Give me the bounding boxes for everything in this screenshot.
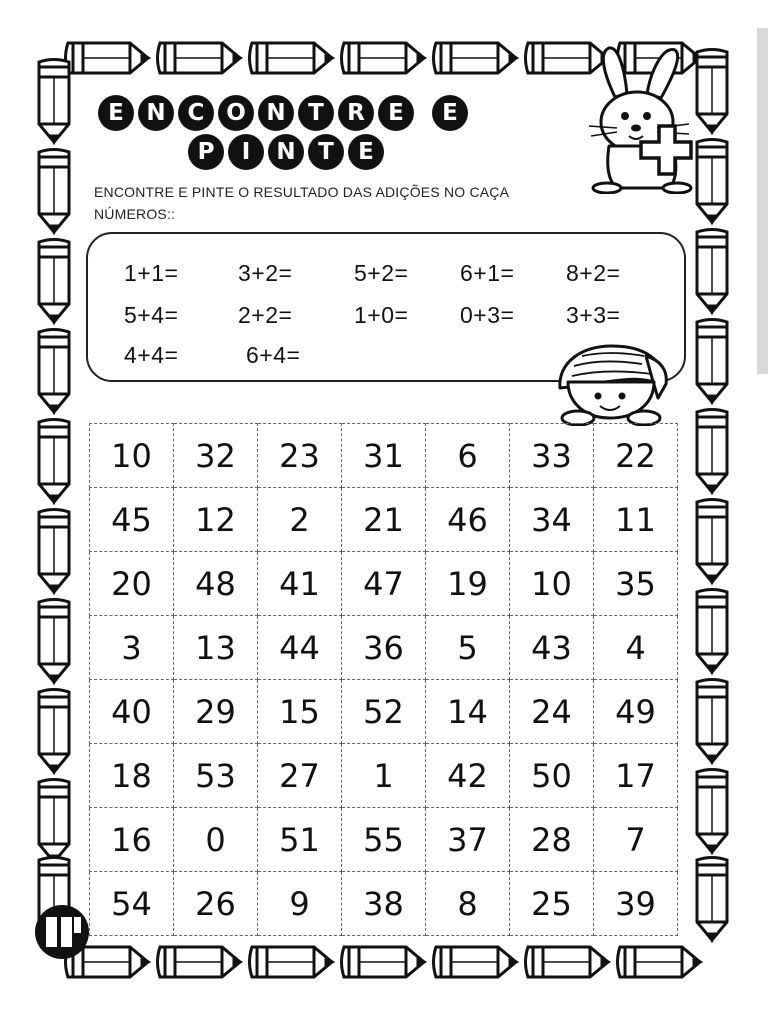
title-letter: C — [178, 95, 214, 131]
pencil-icon — [697, 50, 727, 133]
pencil-icon — [697, 320, 727, 403]
grid-cell[interactable]: 51 — [258, 808, 342, 872]
grid-cell[interactable]: 28 — [510, 808, 594, 872]
sum-expression: 6+1= — [460, 260, 515, 286]
grid-cell[interactable]: 13 — [174, 616, 258, 680]
grid-cell[interactable]: 54 — [90, 872, 174, 936]
grid-cell[interactable]: 42 — [426, 744, 510, 808]
grid-cell[interactable]: 39 — [594, 872, 678, 936]
pencil-icon — [697, 770, 727, 853]
pencil-icon — [250, 947, 333, 977]
grid-cell[interactable]: 19 — [426, 552, 510, 616]
grid-cell[interactable]: 49 — [594, 680, 678, 744]
grid-cell[interactable]: 15 — [258, 680, 342, 744]
grid-cell[interactable]: 46 — [426, 488, 510, 552]
pencil-icon — [39, 510, 69, 593]
grid-cell[interactable]: 6 — [426, 424, 510, 488]
sum-expression: 4+4= — [124, 342, 179, 368]
sum-expression: 6+4= — [246, 342, 301, 368]
sum-expression: 1+0= — [354, 302, 409, 328]
grid-cell[interactable]: 24 — [510, 680, 594, 744]
grid-cell[interactable]: 44 — [258, 616, 342, 680]
grid-cell[interactable]: 55 — [342, 808, 426, 872]
grid-cell[interactable]: 23 — [258, 424, 342, 488]
grid-cell[interactable]: 48 — [174, 552, 258, 616]
grid-cell[interactable]: 40 — [90, 680, 174, 744]
grid-cell[interactable]: 21 — [342, 488, 426, 552]
pencil-icon — [158, 947, 241, 977]
grid-row — [90, 616, 678, 680]
title-letter: E — [432, 95, 468, 131]
pencil-icon — [434, 947, 517, 977]
grid-cell[interactable]: 9 — [258, 872, 342, 936]
grid-cell[interactable]: 38 — [342, 872, 426, 936]
pencil-icon — [39, 600, 69, 683]
grid-cell[interactable]: 10 — [510, 552, 594, 616]
grid-cell[interactable]: 17 — [594, 744, 678, 808]
pencil-icon — [618, 947, 701, 977]
title-letter: P — [188, 134, 224, 170]
pencil-icon — [697, 140, 727, 223]
pencil-icon — [39, 780, 69, 863]
grid-cell[interactable]: 20 — [90, 552, 174, 616]
sum-expression: 5+4= — [124, 302, 179, 328]
grid-cell[interactable]: 34 — [510, 488, 594, 552]
grid-cell[interactable]: 26 — [174, 872, 258, 936]
pencil-icon — [697, 230, 727, 313]
pencil-icon — [39, 150, 69, 233]
title-space — [418, 95, 428, 131]
grid-row — [90, 552, 678, 616]
grid-cell[interactable]: 47 — [342, 552, 426, 616]
title-letter: E — [348, 134, 384, 170]
grid-cell[interactable]: 33 — [510, 424, 594, 488]
pencil-icon — [39, 60, 69, 143]
pencil-icon — [342, 947, 425, 977]
title-line-2 — [188, 134, 384, 170]
title-letter: O — [218, 95, 254, 131]
grid-cell[interactable]: 53 — [174, 744, 258, 808]
grid-cell[interactable]: 1 — [342, 744, 426, 808]
title-line-1 — [98, 95, 468, 131]
bunny-with-plus-sign-icon — [585, 42, 695, 194]
pencil-icon — [158, 43, 241, 73]
grid-cell[interactable]: 10 — [90, 424, 174, 488]
pencil-icon — [39, 690, 69, 773]
grid-cell[interactable]: 50 — [510, 744, 594, 808]
grid-cell[interactable]: 18 — [90, 744, 174, 808]
title-letter: E — [98, 95, 134, 131]
pencil-icon — [250, 43, 333, 73]
grid-cell[interactable]: 43 — [510, 616, 594, 680]
grid-cell[interactable]: 4 — [594, 616, 678, 680]
grid-cell[interactable]: 11 — [594, 488, 678, 552]
title-letter: T — [298, 95, 334, 131]
pencil-icon — [39, 420, 69, 503]
girl-peeking-icon — [552, 340, 674, 426]
sum-expression: 8+2= — [566, 260, 621, 286]
pencil-icon — [66, 43, 149, 73]
grid-cell[interactable]: 8 — [426, 872, 510, 936]
instruction-line-2: NÚMEROS:: — [94, 206, 176, 222]
sum-expression: 1+1= — [124, 260, 179, 286]
title-letter: I — [228, 134, 264, 170]
logo-badge-icon — [28, 900, 96, 964]
pencil-icon — [697, 590, 727, 673]
title-letter: R — [338, 95, 374, 131]
pencil-icon — [697, 500, 727, 583]
pencil-icon — [342, 43, 425, 73]
pencil-icon — [697, 858, 727, 941]
sum-expression: 3+3= — [566, 302, 621, 328]
grid-cell[interactable]: 3 — [90, 616, 174, 680]
grid-cell[interactable]: 12 — [174, 488, 258, 552]
grid-cell[interactable]: 35 — [594, 552, 678, 616]
pencil-icon — [39, 330, 69, 413]
grid-cell[interactable]: 52 — [342, 680, 426, 744]
pencil-icon — [39, 240, 69, 323]
grid-cell[interactable]: 2 — [258, 488, 342, 552]
grid-cell[interactable]: 14 — [426, 680, 510, 744]
title-letter: N — [138, 95, 174, 131]
pencil-icon — [526, 947, 609, 977]
pencil-icon — [697, 680, 727, 763]
sum-expression: 2+2= — [238, 302, 293, 328]
grid-cell[interactable]: 45 — [90, 488, 174, 552]
sum-expression: 3+2= — [238, 260, 293, 286]
title-letter: N — [258, 95, 294, 131]
grid-cell[interactable]: 7 — [594, 808, 678, 872]
grid-cell[interactable]: 22 — [594, 424, 678, 488]
title-letter: N — [268, 134, 304, 170]
grid-cell[interactable]: 41 — [258, 552, 342, 616]
pencil-icon — [697, 410, 727, 493]
grid-row — [90, 744, 678, 808]
instruction-text — [94, 181, 594, 225]
grid-cell[interactable]: 32 — [174, 424, 258, 488]
grid-row — [90, 680, 678, 744]
grid-cell[interactable]: 31 — [342, 424, 426, 488]
grid-row — [90, 424, 678, 488]
grid-cell[interactable]: 25 — [510, 872, 594, 936]
pencil-icon — [434, 43, 517, 73]
sum-expression: 5+2= — [354, 260, 409, 286]
grid-cell[interactable]: 37 — [426, 808, 510, 872]
grid-row — [90, 872, 678, 936]
grid-cell[interactable]: 16 — [90, 808, 174, 872]
grid-cell[interactable]: 0 — [174, 808, 258, 872]
grid-cell[interactable]: 36 — [342, 616, 426, 680]
grid-row — [90, 808, 678, 872]
grid-row — [90, 488, 678, 552]
number-search-grid — [89, 423, 678, 936]
grid-cell[interactable]: 29 — [174, 680, 258, 744]
title-letter: T — [308, 134, 344, 170]
grid-cell[interactable]: 27 — [258, 744, 342, 808]
sum-expression: 0+3= — [460, 302, 515, 328]
title-letter: E — [378, 95, 414, 131]
instruction-line-1: ENCONTRE E PINTE O RESULTADO DAS ADIÇÕES NO CAÇA — [94, 184, 510, 200]
grid-cell[interactable]: 5 — [426, 616, 510, 680]
